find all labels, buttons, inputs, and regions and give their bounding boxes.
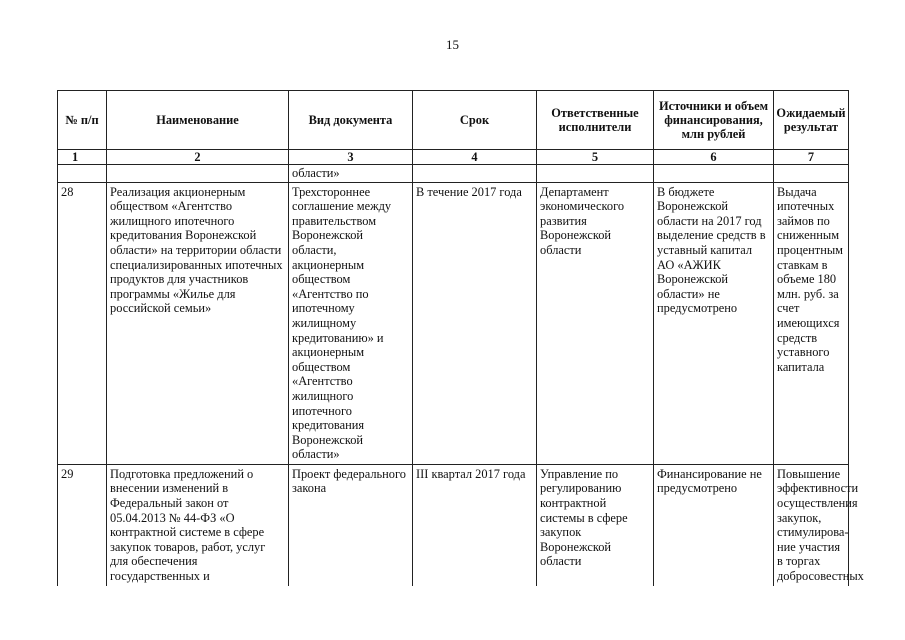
row-number: 28 — [58, 182, 107, 464]
column-number: 4 — [413, 150, 537, 165]
row-number: 29 — [58, 464, 107, 585]
cont-cell — [537, 165, 654, 183]
column-number: 5 — [537, 150, 654, 165]
column-number-row — [58, 150, 849, 165]
row-financing: Финансирование не предусмотрено — [654, 464, 774, 585]
row-term: III квартал 2017 года — [413, 464, 537, 585]
table-row — [58, 464, 849, 585]
header-num: № п/п — [58, 91, 107, 150]
cont-cell — [107, 165, 289, 183]
cont-cell: области» — [289, 165, 413, 183]
table-row — [58, 182, 849, 464]
cont-cell — [58, 165, 107, 183]
column-number: 1 — [58, 150, 107, 165]
cont-cell — [413, 165, 537, 183]
header-term: Срок — [413, 91, 537, 150]
header-executors: Ответственные исполнители — [537, 91, 654, 150]
row-result: Повышение эффективности осуществления закупок, стимулирова-ние участия в торгах добросовестных — [774, 464, 849, 585]
column-number: 7 — [774, 150, 849, 165]
row-doc-type: Трехстороннее соглашение между правительством Воронежской области, акционерным обществом «Агентство по ипотечному жилищному кредитованию» и акционерным обществом «Агентство жилищного ипотечного кредитования Воронежской области» — [289, 182, 413, 464]
continuation-row — [58, 165, 849, 183]
cont-cell — [654, 165, 774, 183]
header-name: Наименование — [107, 91, 289, 150]
plan-table — [57, 90, 864, 586]
row-name: Подготовка предложений о внесении изменений в Федеральный закон от 05.04.2013 № 44-ФЗ «О контрактной системе в сфере закупок товаров, работ, услуг для обеспечения государственных и — [107, 464, 289, 585]
row-executors: Департамент экономического развития Воронежской области — [537, 182, 654, 464]
column-number: 3 — [289, 150, 413, 165]
column-number: 2 — [107, 150, 289, 165]
row-term: В течение 2017 года — [413, 182, 537, 464]
header-financing: Источники и объем финансирования, млн рублей — [654, 91, 774, 150]
row-result: Выдача ипотечных займов по сниженным процентным ставкам в объеме 180 млн. руб. за счет имеющихся средств уставного капитала — [774, 182, 849, 464]
column-number: 6 — [654, 150, 774, 165]
header-doc-type: Вид документа — [289, 91, 413, 150]
row-executors: Управление по регулированию контрактной системы в сфере закупок Воронежской области — [537, 464, 654, 585]
row-doc-type: Проект федерального закона — [289, 464, 413, 585]
header-row — [58, 91, 849, 150]
header-result: Ожидаемый результат — [774, 91, 849, 150]
row-financing: В бюджете Воронежской области на 2017 год выделение средств в уставный капитал АО «АЖИК Воронежской области» не предусмотрено — [654, 182, 774, 464]
cont-cell — [774, 165, 849, 183]
page-number: 15 — [446, 37, 459, 52]
row-name: Реализация акционерным обществом «Агентство жилищного ипотечного кредитования Воронежской области» на территории области специализированных ипотечных продуктов для участников программы «Жилье для российской семьи» — [107, 182, 289, 464]
